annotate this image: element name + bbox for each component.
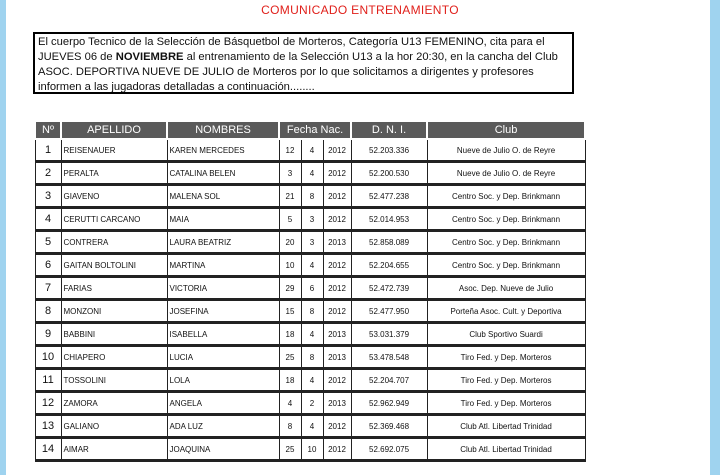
cell-birth-day: 8 bbox=[279, 415, 301, 438]
cell-dni: 52.858.089 bbox=[351, 231, 427, 254]
cell-club: Tiro Fed. y Dep. Morteros bbox=[427, 369, 585, 392]
cell-birth-month: 8 bbox=[301, 300, 323, 323]
cell-birth-year: 2013 bbox=[323, 392, 351, 415]
cell-apellido: GIAVENO bbox=[61, 185, 167, 208]
cell-birth-year: 2012 bbox=[323, 162, 351, 185]
cell-club: Club Atl. Libertad Trinidad bbox=[427, 415, 585, 438]
cell-dni: 52.472.739 bbox=[351, 277, 427, 300]
players-table bbox=[34, 120, 586, 462]
cell-nombres: VICTORIA bbox=[167, 277, 279, 300]
cell-birth-day: 20 bbox=[279, 231, 301, 254]
cell-birth-month: 4 bbox=[301, 254, 323, 277]
cell-dni: 52.204.707 bbox=[351, 369, 427, 392]
header-fecha-nac: Fecha Nac. bbox=[279, 121, 351, 139]
cell-dni: 52.203.336 bbox=[351, 139, 427, 162]
cell-birth-day: 4 bbox=[279, 392, 301, 415]
table-row bbox=[35, 392, 585, 415]
cell-apellido: BABBINI bbox=[61, 323, 167, 346]
cell-apellido: GAITAN BOLTOLINI bbox=[61, 254, 167, 277]
cell-nombres: LUCIA bbox=[167, 346, 279, 369]
cell-nombres: JOAQUINA bbox=[167, 438, 279, 461]
table-row bbox=[35, 231, 585, 254]
cell-birth-month: 8 bbox=[301, 185, 323, 208]
cell-num: 8 bbox=[35, 300, 61, 323]
cell-birth-month: 3 bbox=[301, 208, 323, 231]
cell-club: Centro Soc. y Dep. Brinkmann bbox=[427, 254, 585, 277]
cell-nombres: LOLA bbox=[167, 369, 279, 392]
cell-birth-year: 2012 bbox=[323, 139, 351, 162]
cell-num: 5 bbox=[35, 231, 61, 254]
table-body bbox=[35, 139, 585, 461]
cell-dni: 52.477.950 bbox=[351, 300, 427, 323]
cell-birth-year: 2012 bbox=[323, 415, 351, 438]
cell-nombres: ISABELLA bbox=[167, 323, 279, 346]
cell-nombres: JOSEFINA bbox=[167, 300, 279, 323]
cell-num: 10 bbox=[35, 346, 61, 369]
cell-apellido: GALIANO bbox=[61, 415, 167, 438]
intro-text-bold: NOVIEMBRE bbox=[115, 51, 184, 63]
cell-birth-year: 2013 bbox=[323, 323, 351, 346]
table-row bbox=[35, 277, 585, 300]
cell-birth-day: 21 bbox=[279, 185, 301, 208]
cell-num: 13 bbox=[35, 415, 61, 438]
table-row bbox=[35, 346, 585, 369]
cell-birth-day: 5 bbox=[279, 208, 301, 231]
cell-birth-day: 10 bbox=[279, 254, 301, 277]
table-row bbox=[35, 139, 585, 162]
cell-num: 1 bbox=[35, 139, 61, 162]
cell-apellido: REISENAUER bbox=[61, 139, 167, 162]
cell-num: 14 bbox=[35, 438, 61, 461]
cell-club: Centro Soc. y Dep. Brinkmann bbox=[427, 208, 585, 231]
cell-birth-month: 6 bbox=[301, 277, 323, 300]
cell-apellido: TOSSOLINI bbox=[61, 369, 167, 392]
table-row bbox=[35, 415, 585, 438]
cell-dni: 52.477.238 bbox=[351, 185, 427, 208]
header-num: Nº bbox=[35, 121, 61, 139]
cell-birth-day: 18 bbox=[279, 369, 301, 392]
cell-num: 3 bbox=[35, 185, 61, 208]
cell-birth-year: 2012 bbox=[323, 254, 351, 277]
table-row bbox=[35, 208, 585, 231]
cell-birth-day: 15 bbox=[279, 300, 301, 323]
intro-text-part1: El cuerpo Tecnico de la Selección de Básquetbol de Morteros, Categoría U13 FEMENINO, cita para el JUEVES 06 de bbox=[38, 36, 545, 63]
cell-club: Porteña Asoc. Cult. y Deportiva bbox=[427, 300, 585, 323]
cell-dni: 52.204.655 bbox=[351, 254, 427, 277]
cell-apellido: FARIAS bbox=[61, 277, 167, 300]
cell-dni: 52.369.468 bbox=[351, 415, 427, 438]
cell-birth-year: 2012 bbox=[323, 277, 351, 300]
cell-birth-year: 2012 bbox=[323, 369, 351, 392]
cell-birth-month: 4 bbox=[301, 162, 323, 185]
cell-num: 4 bbox=[35, 208, 61, 231]
table-row bbox=[35, 162, 585, 185]
table-row bbox=[35, 323, 585, 346]
cell-birth-month: 4 bbox=[301, 139, 323, 162]
right-frame-border bbox=[710, 0, 720, 475]
cell-birth-day: 18 bbox=[279, 323, 301, 346]
cell-dni: 53.478.548 bbox=[351, 346, 427, 369]
cell-dni: 52.200.530 bbox=[351, 162, 427, 185]
cell-num: 2 bbox=[35, 162, 61, 185]
cell-nombres: MAIA bbox=[167, 208, 279, 231]
cell-num: 12 bbox=[35, 392, 61, 415]
header-dni: D. N. I. bbox=[351, 121, 427, 139]
cell-apellido: CERUTTI CARCANO bbox=[61, 208, 167, 231]
cell-birth-year: 2012 bbox=[323, 208, 351, 231]
cell-club: Asoc. Dep. Nueve de Julio bbox=[427, 277, 585, 300]
cell-nombres: ADA LUZ bbox=[167, 415, 279, 438]
cell-club: Centro Soc. y Dep. Brinkmann bbox=[427, 185, 585, 208]
cell-club: Club Atl. Libertad Trinidad bbox=[427, 438, 585, 461]
header-club: Club bbox=[427, 121, 585, 139]
cell-apellido: ZAMORA bbox=[61, 392, 167, 415]
cell-birth-day: 25 bbox=[279, 346, 301, 369]
cell-birth-month: 4 bbox=[301, 323, 323, 346]
intro-paragraph bbox=[33, 32, 574, 94]
cell-birth-month: 4 bbox=[301, 415, 323, 438]
document-title: COMUNICADO ENTRENAMIENTO bbox=[261, 3, 459, 17]
cell-apellido: CONTRERA bbox=[61, 231, 167, 254]
cell-birth-year: 2013 bbox=[323, 231, 351, 254]
cell-birth-day: 29 bbox=[279, 277, 301, 300]
table-row bbox=[35, 185, 585, 208]
cell-nombres: KAREN MERCEDES bbox=[167, 139, 279, 162]
cell-club: Tiro Fed. y Dep. Morteros bbox=[427, 392, 585, 415]
cell-club: Tiro Fed. y Dep. Morteros bbox=[427, 346, 585, 369]
cell-dni: 53.031.379 bbox=[351, 323, 427, 346]
cell-num: 9 bbox=[35, 323, 61, 346]
cell-birth-day: 3 bbox=[279, 162, 301, 185]
cell-club: Centro Soc. y Dep. Brinkmann bbox=[427, 231, 585, 254]
table-row bbox=[35, 438, 585, 461]
header-apellido: APELLIDO bbox=[61, 121, 167, 139]
cell-nombres: MARTINA bbox=[167, 254, 279, 277]
cell-nombres: CATALINA BELEN bbox=[167, 162, 279, 185]
cell-apellido: CHIAPERO bbox=[61, 346, 167, 369]
cell-apellido: MONZONI bbox=[61, 300, 167, 323]
cell-birth-month: 8 bbox=[301, 346, 323, 369]
header-nombres: NOMBRES bbox=[167, 121, 279, 139]
cell-birth-year: 2013 bbox=[323, 346, 351, 369]
cell-birth-month: 3 bbox=[301, 231, 323, 254]
cell-dni: 52.692.075 bbox=[351, 438, 427, 461]
table-row bbox=[35, 300, 585, 323]
cell-club: Nueve de Julio O. de Reyre bbox=[427, 139, 585, 162]
cell-num: 6 bbox=[35, 254, 61, 277]
cell-club: Club Sportivo Suardi bbox=[427, 323, 585, 346]
cell-nombres: LAURA BEATRIZ bbox=[167, 231, 279, 254]
table-row bbox=[35, 369, 585, 392]
cell-birth-year: 2012 bbox=[323, 185, 351, 208]
cell-nombres: MALENA SOL bbox=[167, 185, 279, 208]
cell-nombres: ANGELA bbox=[167, 392, 279, 415]
cell-birth-month: 10 bbox=[301, 438, 323, 461]
left-frame-border bbox=[0, 0, 6, 475]
cell-num: 7 bbox=[35, 277, 61, 300]
cell-birth-month: 4 bbox=[301, 369, 323, 392]
cell-birth-day: 12 bbox=[279, 139, 301, 162]
cell-birth-year: 2012 bbox=[323, 300, 351, 323]
table-row bbox=[35, 254, 585, 277]
cell-dni: 52.962.949 bbox=[351, 392, 427, 415]
table-header-row bbox=[35, 121, 585, 139]
cell-apellido: PERALTA bbox=[61, 162, 167, 185]
cell-club: Nueve de Julio O. de Reyre bbox=[427, 162, 585, 185]
cell-birth-day: 25 bbox=[279, 438, 301, 461]
cell-num: 11 bbox=[35, 369, 61, 392]
cell-birth-month: 2 bbox=[301, 392, 323, 415]
cell-birth-year: 2012 bbox=[323, 438, 351, 461]
cell-apellido: AIMAR bbox=[61, 438, 167, 461]
intro-text-part2: al entrenamiento de la Selección U13 a la hor 20:30, en la cancha del Club ASOC. DEPORTIVA NUEVE DE JULIO de Morteros por lo que solicitamos a dirigentes y profesores informen a las jugadoras detalladas a continuación........ bbox=[38, 51, 558, 93]
cell-dni: 52.014.953 bbox=[351, 208, 427, 231]
